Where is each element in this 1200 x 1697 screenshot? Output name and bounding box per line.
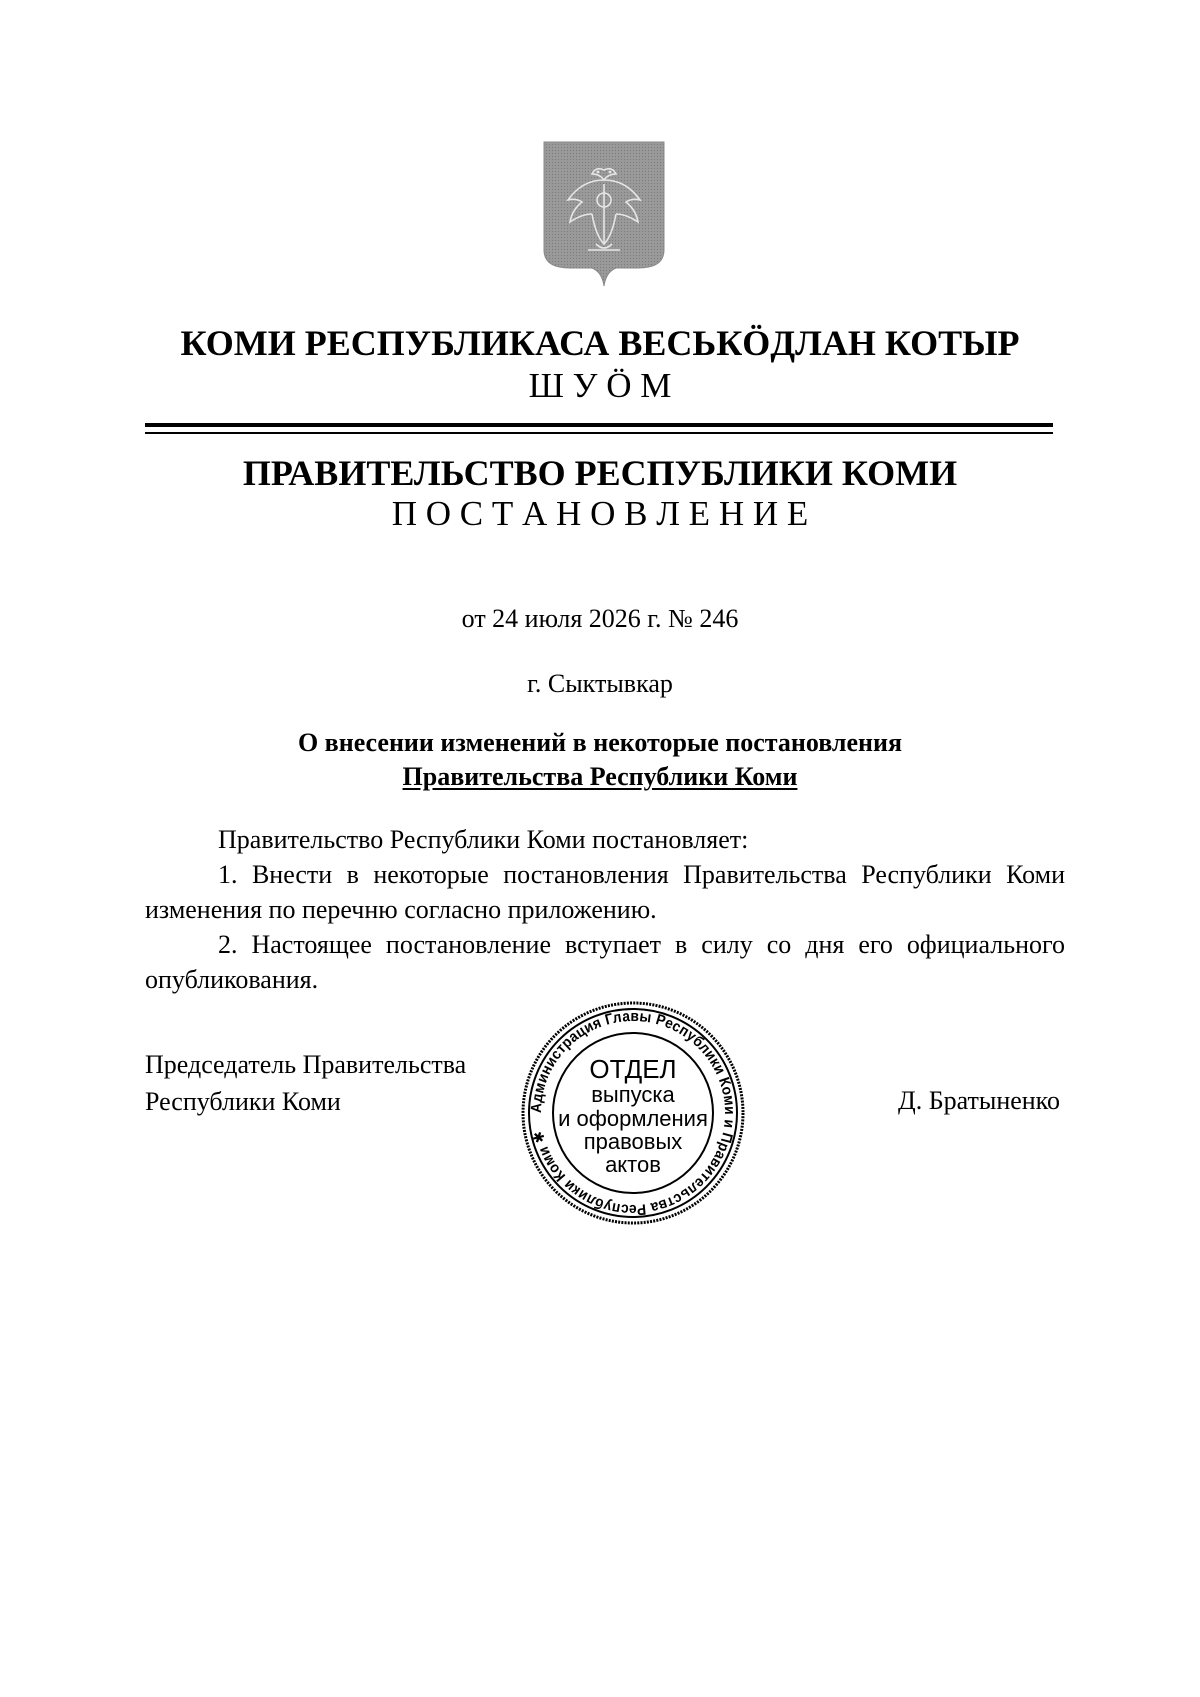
header-postanovlenie-line: П О С Т А Н О В Л Е Н И Е bbox=[391, 494, 809, 533]
official-stamp bbox=[518, 998, 748, 1228]
stamp-center-line-3: и оформления bbox=[558, 1106, 708, 1131]
header-shuom-line: Ш У Ӧ М bbox=[528, 366, 672, 405]
header-rule-thick bbox=[145, 423, 1053, 427]
body-item-1: 1. Внести в некоторые постановления Правительства Республики Коми изменения по перечню согласно приложению. bbox=[145, 860, 1065, 924]
document-title-line1: О внесении изменений в некоторые постановления bbox=[297, 728, 903, 757]
document-title-line2 bbox=[0, 762, 1200, 792]
body-intro: Правительство Республики Коми постановляет: bbox=[218, 825, 749, 854]
body-item-2: 2. Настоящее постановление вступает в силу со дня его официального опубликования. bbox=[145, 930, 1065, 994]
signer-position-line2: Республики Коми bbox=[145, 1087, 341, 1116]
signer-position-line1: Председатель Правительства bbox=[145, 1050, 467, 1079]
signer-position bbox=[145, 1046, 466, 1120]
document-body bbox=[145, 822, 1065, 997]
document-city: г. Сыктывкар bbox=[527, 669, 673, 698]
stamp-center-line-2: выпуска bbox=[591, 1082, 675, 1107]
stamp-center-line-5: актов bbox=[605, 1152, 661, 1177]
stamp-ring-text: Администрация Главы Республики Коми и Правительства Республики Коми ✱ bbox=[527, 1007, 739, 1219]
header-rule-thin bbox=[145, 432, 1053, 434]
header-government-line: ПРАВИТЕЛЬСТВО РЕСПУБЛИКИ КОМИ bbox=[242, 453, 958, 493]
komi-coat-of-arms-icon bbox=[542, 140, 666, 290]
document-date-number: от 24 июля 2026 г. № 246 bbox=[461, 604, 739, 633]
stamp-center-line-4: правовых bbox=[583, 1129, 683, 1154]
header-komi-line: КОМИ РЕСПУБЛИКАСА ВЕСЬКӦДЛАН КОТЫР bbox=[180, 323, 1020, 363]
stamp-center-line-1: ОТДЕЛ bbox=[589, 1054, 677, 1084]
signer-name: Д. Братыненко bbox=[897, 1086, 1060, 1115]
document-title-line2-text: Правительства Республики Коми bbox=[402, 762, 798, 791]
